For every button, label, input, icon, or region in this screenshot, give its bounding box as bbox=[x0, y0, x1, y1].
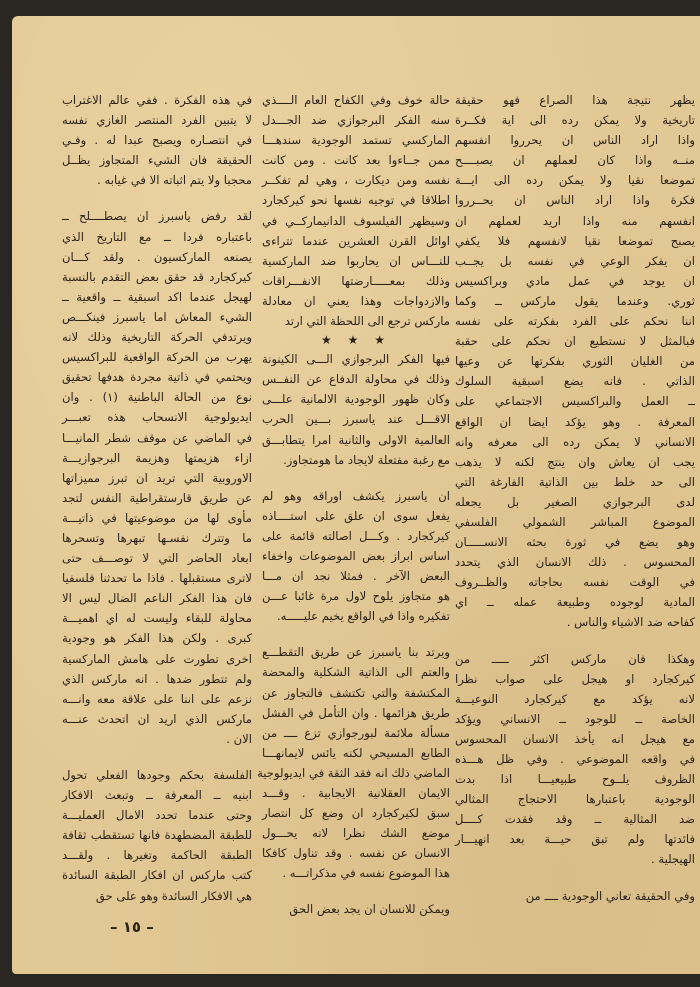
text-line: فيها الفكر البرجوازي الـــى الكينونة bbox=[262, 352, 450, 367]
text-line: طريق هزائمها . وان التأمل في الفشل bbox=[262, 705, 450, 720]
text-line: باعتباره فردا ــ مع التاريخ الذي bbox=[62, 229, 252, 244]
text-line: اخرى تطورت على هامش الماركسية bbox=[62, 651, 252, 666]
text-line: فبالمثل لا نستطيع ان نحكم على حقبة bbox=[455, 334, 695, 349]
page-number: – ١٥ – bbox=[110, 918, 154, 936]
text-line: يظهر نتيجة هذا الصراع فهو حقيقة bbox=[455, 93, 695, 107]
text-line: ــ العمل والبراكسيس الاجتماعي على bbox=[455, 394, 695, 409]
paragraph bbox=[62, 206, 252, 749]
text-line: كتب ماركس ان افكار الطبقة السائدة bbox=[62, 868, 252, 883]
text-line: موضع الشك نظرا لانه يحـــول bbox=[262, 826, 450, 841]
text-line: هي الافكار السائدة وهو على حق bbox=[95, 888, 252, 903]
text-line: ابعاد الحاضر التي لا توصـــف حتى bbox=[62, 551, 252, 566]
text-line: لدى البرجوازي الصغير بل يجعله bbox=[455, 494, 695, 509]
text-line: ولم تتطور ضدها . انه ماركس الذي bbox=[62, 671, 252, 686]
text-line: ضد المثالية ــ وقد فقدت كــــل bbox=[455, 812, 695, 827]
text-line: الذاتي . فانه يضع اسبقية السلوك bbox=[455, 374, 695, 389]
text-line: واذا اراد الناس ان يحرروا انفسهم bbox=[455, 133, 695, 148]
text-line: ما وتترك نفسـها تبهرها وتسحرها bbox=[62, 530, 252, 545]
text-line: الوجودية باعتبارها الاحتجاج المثالي bbox=[455, 792, 695, 807]
text-line: ان يوجد في عمل مادي وبراكسيس bbox=[455, 273, 695, 288]
magazine-page bbox=[12, 16, 700, 974]
text-line: الطبقة الحاكمة وتغيرها . ولقـــد bbox=[62, 848, 252, 863]
text-line: سبق لكيركجارد ان وضع كل انتصار bbox=[262, 806, 450, 821]
text-line: تموضعا نقيا ولا يمكن رده الى ايـــة bbox=[455, 173, 695, 188]
text-line: وذلك في محاولة الدفاع عن النفــس bbox=[262, 372, 450, 387]
text-line: ماركس ترجع الى اللحظة التي ارتد bbox=[284, 314, 450, 329]
text-line: كيركجارد او هيجل على صواب نظرا bbox=[455, 671, 695, 686]
text-line: منــه واذا كان لعملهم ان يصبــــح bbox=[455, 153, 695, 168]
paragraph bbox=[62, 90, 252, 190]
text-line: الماركسي تستمد الوجودية سندهـــا bbox=[262, 133, 450, 148]
text-line: وفي الحقيقة تعاني الوجودية ــــ من bbox=[525, 888, 695, 903]
section-separator-stars: ★ ★ ★ bbox=[321, 333, 391, 348]
text-line: تاريخية ولا يمكن رده الى اية فكــرة bbox=[455, 113, 695, 128]
text-line: عن طريق قارستقراطية النفس لتجد bbox=[62, 490, 252, 505]
text-line: مع هيجل انه يأخذ الانسان المحسوس bbox=[455, 731, 695, 746]
text-line: الاقـــل عند ياسبرز بـــين الحرب bbox=[262, 412, 450, 427]
text-line: العالمية الاولى والثانية امرا يتطابـــق bbox=[262, 432, 450, 447]
text-line: لانه يؤكد مع كيركجارد النوعيـــة bbox=[455, 691, 695, 706]
text-line: ان يفكر الوعي في نفسه بل يجــب bbox=[455, 253, 695, 268]
text-line: المعرفة . وهو يؤكد ايضا ان الواقع bbox=[455, 414, 695, 429]
text-line: ازاء هزيمتها وهزيمة البرجوازيـــة bbox=[62, 450, 252, 465]
text-line: ثوري. وعندما يقول ماركس ــ وكما bbox=[455, 293, 695, 308]
text-line: للنـــاس ان يحاربوا ضد الماركسية bbox=[262, 253, 450, 268]
text-line: في واقعه الموضوعي . وفي ظل هـــذه bbox=[455, 752, 695, 766]
text-line: ويرتدفي الحركة التاريخية وذلك لانه bbox=[62, 330, 252, 345]
text-line: الاوروبية التي تريد ان تبرز مميزاتها bbox=[62, 470, 252, 485]
text-line: الظروف يلــوح طبيعيـــا اذا بدت bbox=[455, 772, 695, 787]
text-line: مأوى لها من موضوعيتها في ذاتيـــة bbox=[62, 510, 252, 525]
text-line: الحقيقة فان الشيء المتجاوز يظــل bbox=[62, 153, 252, 168]
text-line: المكتشفة والتي تكتشف فالتجاوز عن bbox=[262, 685, 450, 700]
text-line: فكرة واذا اراد الناس ان يحــرروا bbox=[455, 193, 695, 208]
paragraph bbox=[455, 90, 695, 633]
text-line: يصنعه الماركسيون . ولقد كـــان bbox=[62, 249, 252, 264]
text-line: الشيء المعاش اما ياسبرز فينكـــص bbox=[62, 309, 252, 324]
text-line: كبرى . ولكن هذا الفكر هو وجودية bbox=[62, 631, 252, 646]
text-line: في الوقت نفسه بحاجاته والظــروف bbox=[455, 575, 695, 590]
text-line: الانسان عن نفسه . وقد تناول كافكا bbox=[262, 846, 450, 861]
paragraph bbox=[262, 349, 450, 470]
text-line: وهو يضع في ثورة بحثه الانســـــان bbox=[455, 535, 695, 550]
paragraph bbox=[455, 649, 695, 870]
text-line: في انتصـاره ويصبح عبدا له . وفـي bbox=[62, 133, 252, 148]
paragraph bbox=[62, 765, 252, 906]
text-line: وسيظهر الفيلسوف الدانيماركــي في bbox=[262, 213, 450, 228]
column-middle bbox=[257, 90, 450, 936]
text-line: البعض الآخر . فمثلا نجد ان مـــا bbox=[262, 569, 450, 584]
text-line: كيركجارد قد حقق بعض التقدم بالنسبة bbox=[62, 269, 252, 284]
text-line: الموضوع المباشر الشمولي الفلسفي bbox=[455, 514, 695, 529]
text-line: هذا الموضوع نفسه في مذكراتـــه . bbox=[282, 866, 450, 881]
text-line: يهرب من الحركة الواقعية للبراكسيس bbox=[62, 350, 252, 365]
text-line: الفلسفة بحكم وجودها الفعلي تحول bbox=[62, 768, 252, 782]
text-line: والعتم الى الذاتية الشكلية والمحضة bbox=[262, 665, 450, 680]
text-line: لقد رفض ياسبرز ان يصطــــلح ــ bbox=[62, 209, 252, 224]
text-line: ان ياسبرز يكشف اوراقه وهو لم bbox=[262, 488, 450, 503]
text-line: ماركس الذي اريد ان اتحدث عنـــه bbox=[62, 711, 252, 726]
text-line: مسألة ملائمة لبورجوازي تزع ــــ من bbox=[262, 725, 450, 740]
text-line: لهيجل عندما اكد اسبقية ــ واقعية ــ bbox=[62, 289, 252, 304]
text-line: يفعل سوى ان علق على استــــاذه bbox=[262, 508, 450, 523]
text-line: ايديولوجية الانسحاب هذه تعبـــر bbox=[62, 410, 252, 425]
text-line: للطبقة المضطهدة فانها تستقطب ثقافة bbox=[62, 828, 252, 843]
paragraph bbox=[262, 90, 450, 331]
text-line: اننا نحكم على الفرد بفكرته على نفسه bbox=[455, 314, 695, 329]
text-line: وكان ظهور الوجودية الالمانية علـــى bbox=[262, 392, 450, 407]
text-line: الهيجلية . bbox=[650, 852, 695, 867]
text-line: وهكذا فان ماركس اكثر ـــــ من bbox=[455, 651, 695, 666]
text-line: انفسهم منه واذا اريد لعملهم ان bbox=[455, 213, 695, 228]
text-line: اساس ابراز بعض الموضوعات واخفاء bbox=[262, 548, 450, 563]
paragraph bbox=[257, 642, 450, 883]
text-line: الايمان العقلانية الايجابية . وقـــد bbox=[262, 786, 450, 800]
text-line: ابنيه ــ المعرفة ــ وتبعث الافكار bbox=[62, 788, 252, 803]
text-line: حالة خوف وفي الكفاح العام الــــذي bbox=[262, 93, 450, 107]
text-line: نزعم على اننا على علاقة معه وانـــه bbox=[62, 691, 252, 706]
text-line: وذلك بمعـــــارضتها الانفـــراقات bbox=[262, 273, 450, 288]
column-right bbox=[455, 90, 695, 922]
text-line: يصبح تموضعا نقيا لانفسهم فلا يكفي bbox=[455, 233, 695, 248]
text-line: فائدتها ولم تبق حيـــة بعد انهيـــار bbox=[455, 832, 695, 847]
text-line: اوائل القرن العشرين عندما تتراءى bbox=[262, 233, 450, 248]
text-line: سنه الفكر البرجوازي ضد الجـــدل bbox=[262, 113, 450, 128]
text-line: كيركجارد . وكـــل اصالته قائمة على bbox=[262, 528, 450, 543]
text-line: نفسه ومن ديكارت ، وهي لم تفكــر bbox=[262, 173, 450, 188]
text-line: ويمكن للانسان ان يجد بعض الحق bbox=[289, 902, 450, 917]
text-line: والازدواجات وهذا يعني ان معادلة bbox=[262, 293, 450, 308]
paragraph bbox=[455, 886, 695, 906]
text-line: الى حد خلط بين الذاتية الفارغة التي bbox=[455, 474, 695, 489]
text-line: هو متجاوز يلوح لاول مرة غائبا عـــن bbox=[262, 589, 450, 604]
text-line: كفاحه ضد الاشياء والناس . bbox=[566, 615, 695, 630]
text-line: محجبا ولا يتم اثباته الا في غيابه . bbox=[97, 173, 252, 188]
column-left bbox=[62, 90, 252, 922]
text-line: ويحتمي في ذاتية مجردة هدفها تحقيق bbox=[62, 370, 252, 385]
text-line: ويرتد بنا ياسبرز عن طريق التقطـــع bbox=[262, 645, 450, 660]
text-line: فان هذا الفكر الناعم الضال ليس الا bbox=[62, 591, 252, 606]
text-line: الطابع المسيحي لكنه يائس لايمانهـــا bbox=[262, 745, 450, 760]
text-line: الانساني لا يمكن رده الى معرفه وانه bbox=[455, 434, 695, 449]
text-line: في الماضي عن موقف شطر المانيـــا bbox=[62, 430, 252, 445]
text-line: مع رغبة مفتعلة لايجاد ما هومتجاوز. bbox=[283, 452, 450, 467]
text-line: الماضي ذلك انه فقد الثقة في ايديولوجية bbox=[257, 765, 450, 780]
text-line: لا يتبين الفرد المنتصر الغازي نفسه bbox=[62, 113, 252, 128]
text-line: تفكيره واذا في الواقع يخيم عليـــــه. bbox=[276, 609, 450, 624]
text-line: اطلاقا في توجيه نفسها نحو كيركجارد bbox=[262, 193, 450, 208]
paragraph bbox=[262, 486, 450, 627]
text-line: الان . bbox=[226, 731, 252, 746]
text-line: ممن جــاءوا بعد كانت . ومن كانت bbox=[262, 153, 450, 168]
text-line: لاترى مستقبلها . فاذا ما تحدثنا فلسفيا bbox=[62, 571, 252, 586]
text-line: وحتى عندما تحدد الامال العمليـــة bbox=[62, 808, 252, 823]
text-line: الخاصة ــ للوجود ــ الانساني ويؤكد bbox=[455, 711, 695, 726]
text-line: المادية لوجوده وطبيعة عمله ــ اي bbox=[455, 595, 695, 610]
text-line: محاولة للبقاء وليست له اي اهميـــة bbox=[62, 611, 252, 626]
text-line: في هذه الفكرة . ففي عالم الاغتراب bbox=[62, 93, 252, 107]
text-line: يجب ان يعاش وان ينتج لكنه لا يذهب bbox=[455, 454, 695, 469]
text-line: المحسوس . ذلك الانسان الذي يتحدد bbox=[455, 555, 695, 570]
text-line: من الغليان الثوري بفكرتها عن وعيها bbox=[455, 354, 695, 369]
text-line: نوع من الحالة الباطنية (١) . وان bbox=[62, 390, 252, 405]
paragraph bbox=[262, 899, 450, 919]
